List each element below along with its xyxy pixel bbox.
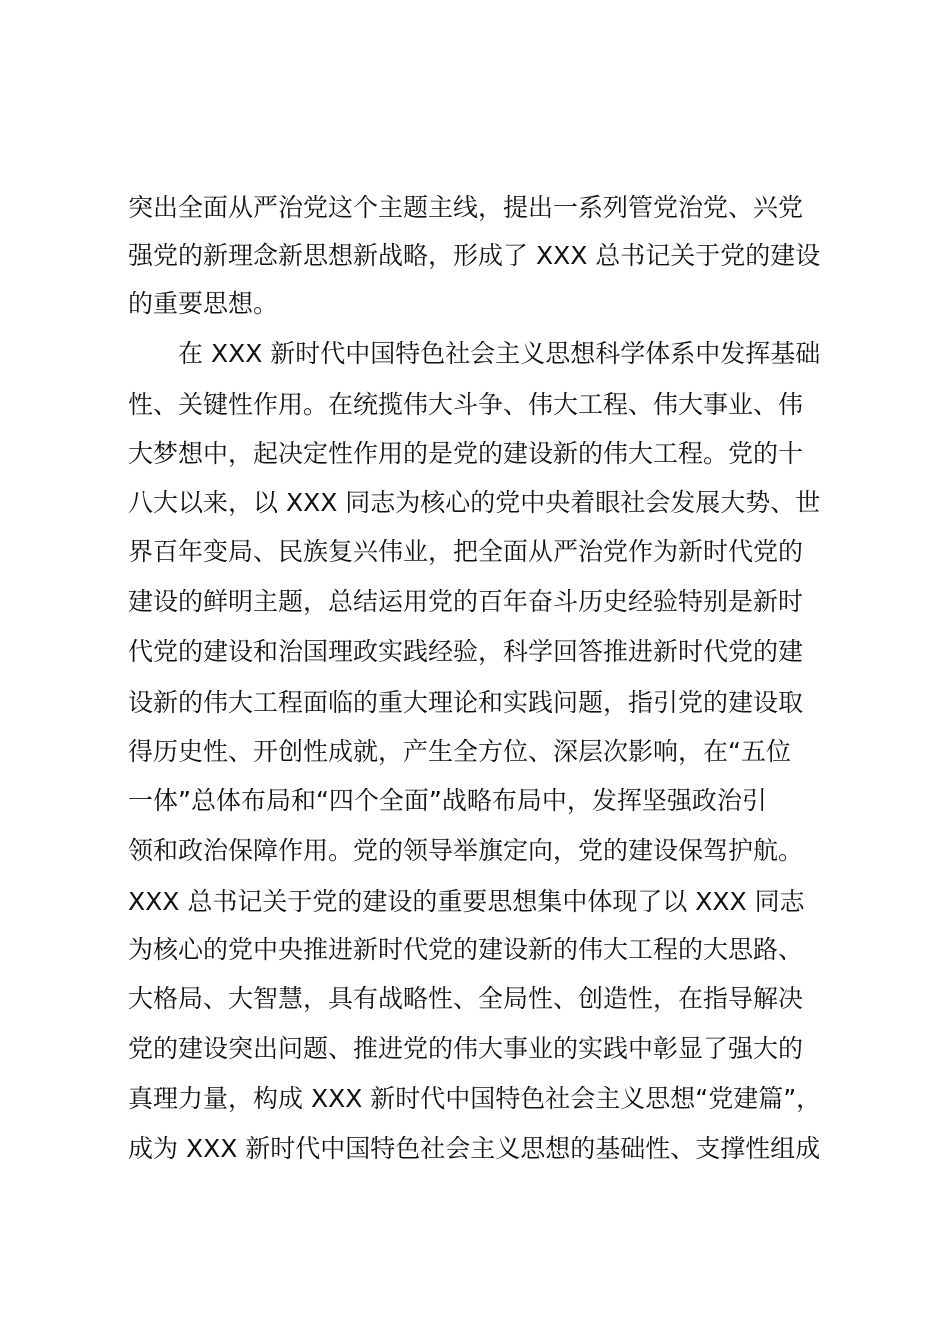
text-line: 建设的鲜明主题，总结运用党的百年奋斗历史经验特别是新时 xyxy=(128,587,804,616)
text-line: 强党的新理念新思想新战略，形成了 XXX 总书记关于党的建设 xyxy=(128,241,821,270)
text-line: 突出全面从严治党这个主题主线，提出一系列管党治党、兴党 xyxy=(128,193,804,222)
text-line: 真理力量，构成 XXX 新时代中国特色社会主义思想“党建篇”， xyxy=(128,1084,822,1113)
text-line: 的重要思想。 xyxy=(128,289,279,318)
text-line: 大梦想中，起决定性作用的是党的建设新的伟大工程。党的十 xyxy=(128,439,804,468)
text-line: 界百年变局、民族复兴伟业，把全面从严治党作为新时代党的 xyxy=(128,537,804,566)
text-line: 性、关键性作用。在统揽伟大斗争、伟大工程、伟大事业、伟 xyxy=(128,390,804,419)
text-line: 一体”总体布局和“四个全面”战略布局中，发挥坚强政治引 xyxy=(128,786,767,815)
text-line: 大格局、大智慧，具有战略性、全局性、创造性，在指导解决 xyxy=(128,984,804,1013)
text-line: 代党的建设和治国理政实践经验，科学回答推进新时代党的建 xyxy=(128,637,804,666)
text-line: 领和政治保障作用。党的领导举旗定向，党的建设保驾护航。 xyxy=(128,836,804,865)
text-line: 设新的伟大工程面临的重大理论和实践问题，指引党的建设取 xyxy=(128,688,804,717)
text-line: 党的建设突出问题、推进党的伟大事业的实践中彰显了强大的 xyxy=(128,1034,804,1063)
text-line: 成为 XXX 新时代中国特色社会主义思想的基础性、支撑性组成 xyxy=(128,1134,821,1163)
text-line: XXX 总书记关于党的建设的重要思想集中体现了以 XXX 同志 xyxy=(128,887,805,916)
text-line: 为核心的党中央推进新时代党的建设新的伟大工程的大思路、 xyxy=(128,935,804,964)
text-line: 八大以来，以 XXX 同志为核心的党中央着眼社会发展大势、世 xyxy=(128,488,821,517)
paragraph-first-line: 在 XXX 新时代中国特色社会主义思想科学体系中发挥基础 xyxy=(178,339,821,368)
text-line: 得历史性、开创性成就，产生全方位、深层次影响，在“五位 xyxy=(128,737,791,766)
